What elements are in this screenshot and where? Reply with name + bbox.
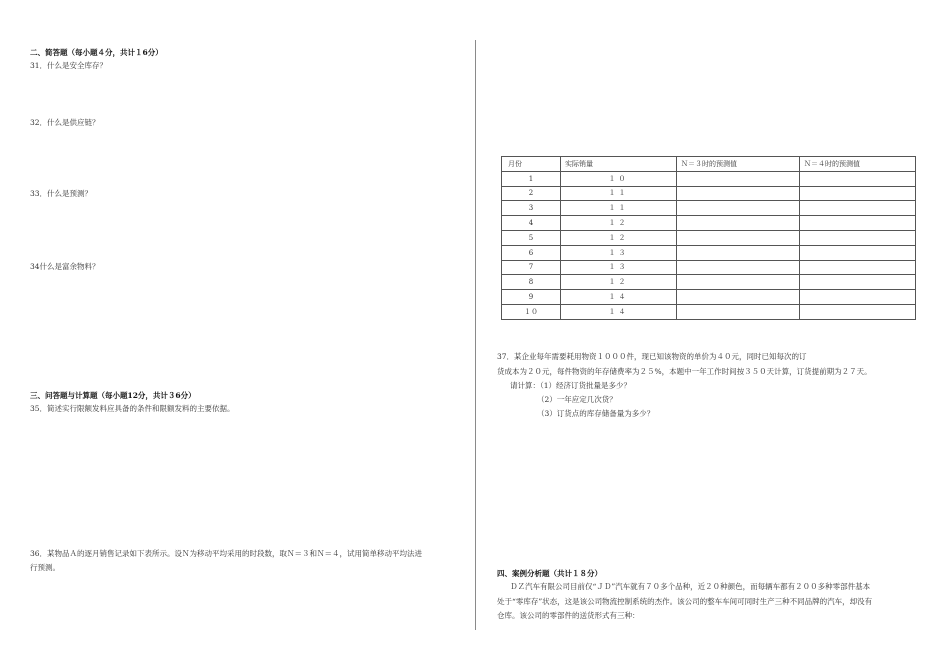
table-row xyxy=(502,290,916,305)
forecast-n3-cell xyxy=(677,304,800,319)
question-36-line-1: 36．某物品Ａ的逐月销售记录如下表所示。设Ｎ为移动平均采用的时段数，取Ｎ＝３和Ｎ＝４，试用简单移动平均法进 xyxy=(30,549,423,558)
forecast-n3-cell xyxy=(677,260,800,275)
forecast-n4-cell xyxy=(800,186,916,201)
header-forecast-n4: Ｎ＝４时的预测值 xyxy=(800,157,916,172)
table-row xyxy=(502,260,916,275)
forecast-n3-cell xyxy=(677,230,800,245)
month-cell: 5 xyxy=(502,230,561,245)
table-row xyxy=(502,275,916,290)
question-36-line-2: 行预测。 xyxy=(30,563,60,572)
column-divider xyxy=(475,40,476,630)
question-37-line-2: 货成本为２０元，每件物资的年存储费率为２５%，本题中一年工作时间按３５０天计算，订货提前期为２７天。 xyxy=(497,367,872,376)
forecast-n4-cell xyxy=(800,290,916,305)
month-cell: 7 xyxy=(502,260,561,275)
table-row xyxy=(502,230,916,245)
sales-cell: １４ xyxy=(561,290,677,305)
forecast-n4-cell xyxy=(800,245,916,260)
forecast-n3-cell xyxy=(677,290,800,305)
case-line-3: 仓库。该公司的零部件的送货形式有三种： xyxy=(497,611,640,620)
sales-cell: １３ xyxy=(561,245,677,260)
month-cell: 9 xyxy=(502,290,561,305)
header-actual-sales: 实际销量 xyxy=(561,157,677,172)
month-cell: 3 xyxy=(502,201,561,216)
question-34: 34什么是富余物料？ xyxy=(30,262,100,271)
question-33: 33．什么是预测？ xyxy=(30,189,93,198)
forecast-n4-cell xyxy=(800,216,916,231)
table-row xyxy=(502,216,916,231)
sales-cell: １２ xyxy=(561,216,677,231)
month-cell: 8 xyxy=(502,275,561,290)
section-3-title: 三、问答题与计算题（每小题12分，共计３6分） xyxy=(30,391,196,400)
table-row xyxy=(502,171,916,186)
sales-table xyxy=(501,156,916,320)
question-37-line-1: 37．某企业每年需要耗用物资１０００件，现已知该物资的单价为４０元，同时已知每次的订 xyxy=(497,352,807,361)
month-cell: 4 xyxy=(502,216,561,231)
forecast-n4-cell xyxy=(800,260,916,275)
forecast-n3-cell xyxy=(677,186,800,201)
question-37-line-4: （2）一年应定几次货？ xyxy=(537,395,617,404)
question-31: 31．什么是安全库存？ xyxy=(30,61,108,70)
month-cell: 2 xyxy=(502,186,561,201)
sales-cell: １４ xyxy=(561,304,677,319)
case-line-2: 处于“零库存”状态，这是该公司物流控制系统的杰作。该公司的整车车间可同时生产三种不同品牌的汽车，却没有 xyxy=(497,597,873,606)
table-row xyxy=(502,304,916,319)
section-4-title: 四、案例分析题（共计１８分） xyxy=(497,569,602,578)
table-row xyxy=(502,201,916,216)
month-cell: 1 xyxy=(502,171,561,186)
forecast-n4-cell xyxy=(800,275,916,290)
sales-cell: １２ xyxy=(561,275,677,290)
forecast-n3-cell xyxy=(677,275,800,290)
question-32: 32．什么是供应链？ xyxy=(30,118,100,127)
case-line-1: ＤＺ汽车有限公司目前仅“ＪＤ”汽车就有７０多个品种，近２０种颜色，而每辆车都有２００多种零部件基本 xyxy=(510,582,871,591)
sales-cell: １０ xyxy=(561,171,677,186)
forecast-n4-cell xyxy=(800,171,916,186)
question-37-line-5: （3）订货点的库存储备量为多少？ xyxy=(537,409,655,418)
forecast-n3-cell xyxy=(677,245,800,260)
question-35: 35．简述实行限额发料应具备的条件和限额发料的主要依据。 xyxy=(30,404,235,413)
header-forecast-n3: Ｎ＝３时的预测值 xyxy=(677,157,800,172)
table-row xyxy=(502,245,916,260)
forecast-n3-cell xyxy=(677,201,800,216)
sales-cell: １２ xyxy=(561,230,677,245)
question-37-line-3: 请计算：（1）经济订货批量是多少？ xyxy=(510,381,632,390)
forecast-n4-cell xyxy=(800,230,916,245)
forecast-n4-cell xyxy=(800,201,916,216)
sales-cell: １１ xyxy=(561,201,677,216)
table-row xyxy=(502,186,916,201)
sales-cell: １１ xyxy=(561,186,677,201)
forecast-n4-cell xyxy=(800,304,916,319)
sales-cell: １３ xyxy=(561,260,677,275)
forecast-n3-cell xyxy=(677,216,800,231)
header-month: 月份 xyxy=(502,157,561,172)
table-header-row xyxy=(502,157,916,172)
forecast-n3-cell xyxy=(677,171,800,186)
month-cell: 6 xyxy=(502,245,561,260)
month-cell: １０ xyxy=(502,304,561,319)
section-2-title: 二、简答题（每小题４分，共计１6分） xyxy=(30,48,163,57)
